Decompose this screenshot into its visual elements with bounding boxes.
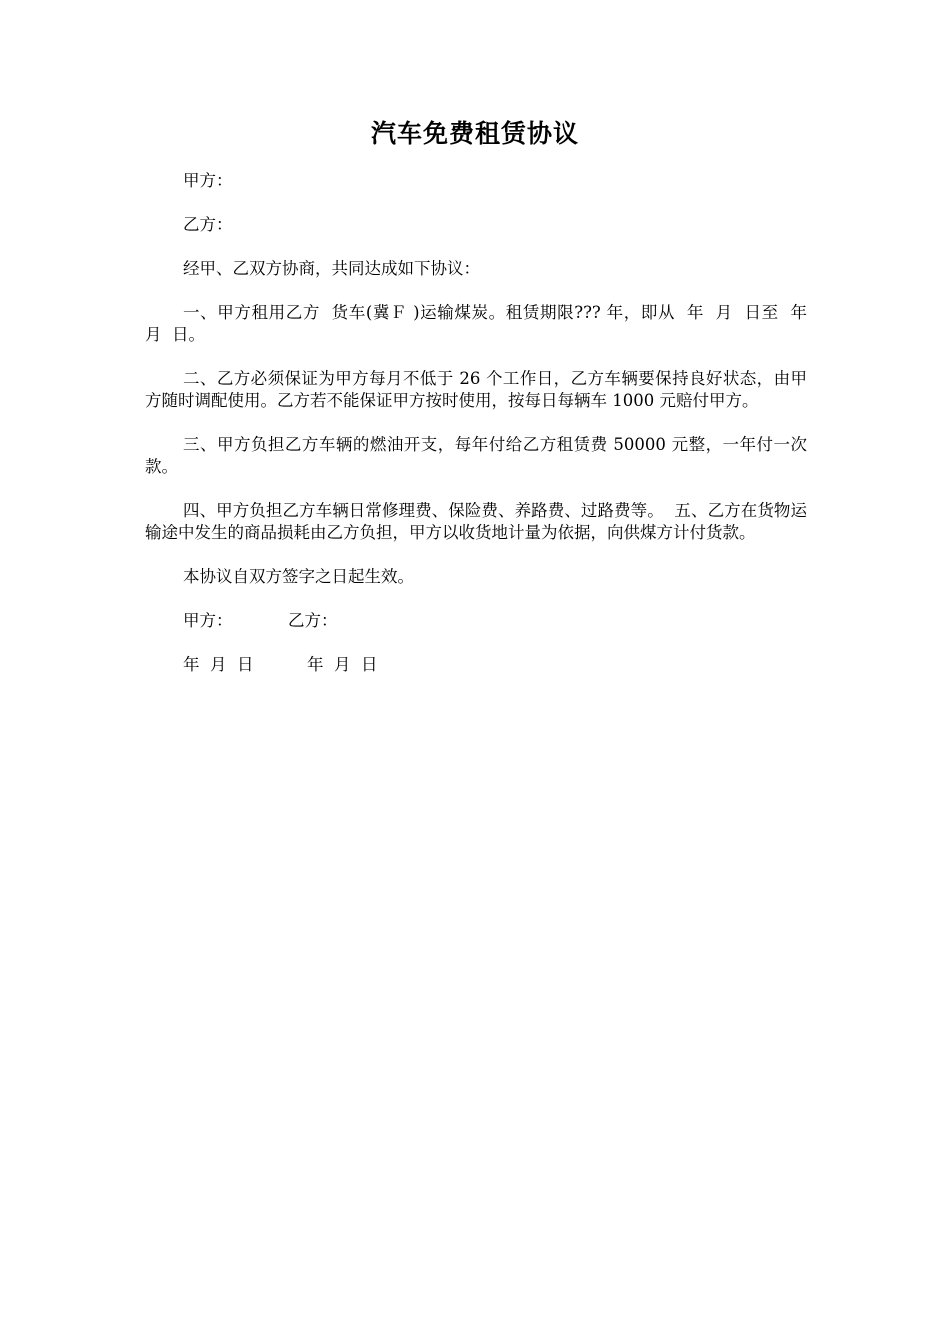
document-body	[145, 170, 818, 698]
signature-date-b: 年 月 日	[307, 655, 378, 674]
signature-party-b: 乙方：	[288, 611, 338, 630]
party-a-line: 甲方：	[183, 171, 233, 190]
clause-4: 四、甲方负担乙方车辆日常修理费、保险费、养路费、过路费等。 五、乙方在货物运输途中发生的商品损耗由乙方负担，甲方以收货地计量为依据，向供煤方计付货款。	[145, 501, 807, 542]
intro-paragraph: 经甲、乙双方协商，共同达成如下协议：	[183, 259, 480, 278]
clause-3: 三、甲方负担乙方车辆的燃油开支，每年付给乙方租赁费 50000 元整，一年付一次款。	[145, 435, 807, 476]
effective-clause: 本协议自双方签字之日起生效。	[183, 567, 414, 586]
document-title: 汽车免费租赁协议	[370, 119, 579, 148]
clause-2: 二、乙方必须保证为甲方每月不低于 26 个工作日，乙方车辆要保持良好状态，由甲方随时调配使用。乙方若不能保证甲方按时使用，按每日每辆车 1000 元赔付甲方。	[145, 369, 807, 410]
signature-date-a: 年 月 日	[183, 655, 254, 674]
party-b-line: 乙方：	[183, 215, 233, 234]
clause-1: 一、甲方租用乙方 货车(冀Ｆ )运输煤炭。租赁期限??? 年，即从 年 月 日至 年 月 日。	[145, 303, 818, 344]
signature-party-a: 甲方：	[183, 611, 233, 630]
date-row	[183, 654, 807, 676]
signature-row	[183, 610, 807, 632]
